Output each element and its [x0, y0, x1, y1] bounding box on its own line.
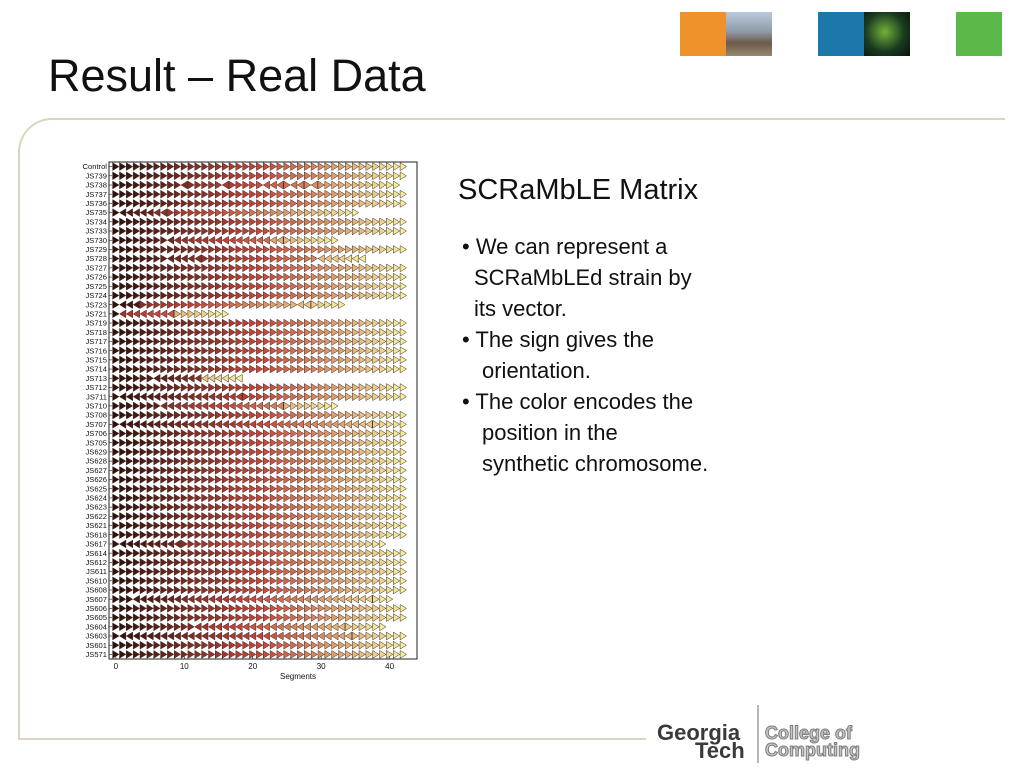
- y-tick-label: JS726: [85, 272, 107, 282]
- y-tick-label: JS617: [85, 539, 107, 549]
- y-tick-label: JS614: [85, 548, 107, 558]
- bullet-line: SCRaMbLEd strain by: [474, 265, 692, 290]
- y-tick-label: JS624: [85, 493, 107, 503]
- network-photo-tile: [864, 12, 910, 56]
- matrix-title: SCRaMbLE Matrix: [458, 174, 699, 206]
- y-tick-label: JS711: [86, 392, 107, 402]
- bullet-line: • The color encodes the: [462, 389, 694, 414]
- y-tick-label: JS622: [85, 511, 107, 521]
- y-tick-label: Control: [82, 162, 107, 172]
- bullet-list: [462, 231, 708, 479]
- logo-divider: [757, 705, 759, 763]
- y-tick-label: JS604: [85, 622, 107, 632]
- x-tick-label: 40: [385, 662, 395, 671]
- college-logo-line2: Computing: [765, 740, 860, 760]
- bullet-line: synthetic chromosome.: [482, 451, 709, 476]
- y-tick-label: JS725: [85, 281, 107, 291]
- y-tick-label: JS610: [85, 576, 107, 586]
- y-tick-label: JS571: [85, 649, 107, 659]
- y-tick-label: JS628: [85, 456, 107, 466]
- college-logo-line1: College of: [765, 723, 853, 743]
- y-tick-label: JS729: [85, 245, 107, 255]
- campus-photo-tile: [726, 12, 772, 56]
- y-tick-label: JS713: [85, 373, 107, 383]
- y-tick-label: JS715: [85, 355, 107, 365]
- y-tick-label: JS719: [85, 318, 107, 328]
- y-tick-label: JS629: [85, 447, 107, 457]
- georgia-tech-logo-line2: Tech: [695, 738, 745, 763]
- y-tick-label: JS721: [85, 309, 107, 319]
- y-tick-label: JS737: [85, 189, 107, 199]
- x-tick-label: 30: [316, 662, 326, 671]
- y-tick-label: JS618: [85, 530, 107, 540]
- y-tick-label: JS730: [85, 235, 107, 245]
- slide-title: Result – Real Data: [48, 50, 426, 101]
- y-tick-label: JS736: [85, 199, 107, 209]
- y-tick-label: JS627: [85, 465, 107, 475]
- decorative-green-tile: [956, 12, 1002, 56]
- bottom-divider: [18, 738, 646, 740]
- x-tick-label: 10: [179, 662, 189, 671]
- y-tick-label: JS723: [85, 300, 107, 310]
- bullet-line: orientation.: [482, 358, 591, 383]
- y-tick-label: JS705: [85, 438, 107, 448]
- y-tick-label: JS724: [85, 291, 107, 301]
- decorative-blue-tile: [818, 12, 864, 56]
- y-tick-label: JS739: [85, 171, 107, 181]
- bullet-line: its vector.: [474, 296, 567, 321]
- x-axis-label: Segments: [279, 672, 317, 681]
- y-tick-label: JS714: [85, 364, 107, 374]
- y-tick-label: JS601: [85, 640, 107, 650]
- y-tick-label: JS605: [85, 613, 107, 623]
- y-tick-label: JS728: [85, 254, 107, 264]
- scramble-matrix-chart: [72, 158, 432, 683]
- bullet-line: • We can represent a: [462, 234, 668, 259]
- y-tick-label: JS733: [85, 226, 107, 236]
- y-tick-label: JS606: [85, 603, 107, 613]
- y-tick-label: JS712: [85, 383, 107, 393]
- bullet-line: • The sign gives the: [462, 327, 654, 352]
- y-tick-label: JS607: [85, 594, 107, 604]
- y-tick-label: JS718: [85, 327, 107, 337]
- y-tick-label: JS623: [85, 502, 107, 512]
- y-tick-label: JS706: [85, 429, 107, 439]
- y-tick-label: JS735: [85, 208, 107, 218]
- y-tick-label: JS717: [85, 337, 107, 347]
- y-tick-label: JS716: [85, 346, 107, 356]
- y-tick-label: JS611: [86, 567, 107, 577]
- y-tick-label: JS612: [85, 557, 107, 567]
- y-tick-label: JS710: [85, 401, 107, 411]
- georgia-tech-logo-line1: Georgia: [657, 720, 741, 745]
- y-tick-label: JS727: [85, 263, 107, 273]
- y-tick-label: JS621: [85, 521, 107, 531]
- bullet-line: position in the: [482, 420, 618, 445]
- y-tick-label: JS707: [85, 419, 107, 429]
- x-tick-label: 0: [113, 662, 119, 671]
- y-tick-label: JS734: [85, 217, 107, 227]
- x-tick-label: 20: [248, 662, 258, 671]
- y-tick-label: JS608: [85, 585, 107, 595]
- decorative-orange-tile: [680, 12, 726, 56]
- y-tick-label: JS625: [85, 484, 107, 494]
- y-tick-label: JS626: [85, 475, 107, 485]
- y-tick-label: JS603: [85, 631, 107, 641]
- y-tick-label: JS738: [85, 180, 107, 190]
- chart-svg: [72, 158, 432, 683]
- y-tick-label: JS708: [85, 410, 107, 420]
